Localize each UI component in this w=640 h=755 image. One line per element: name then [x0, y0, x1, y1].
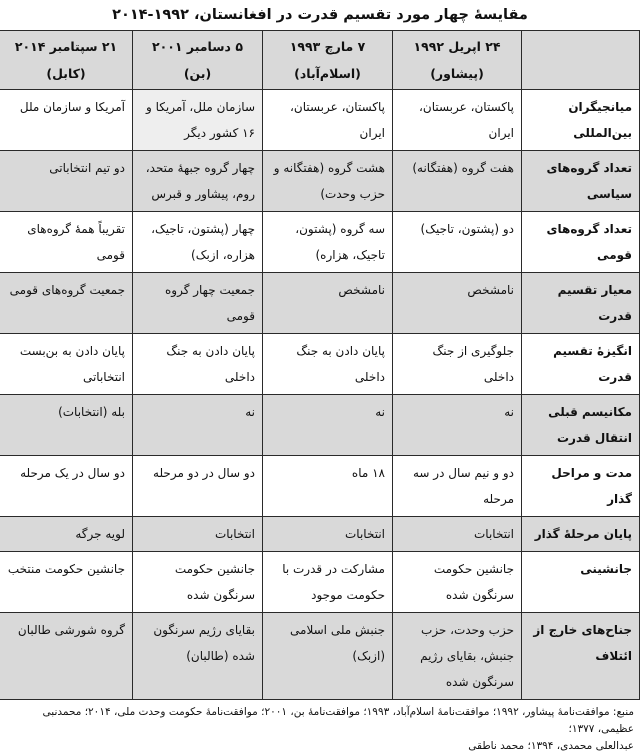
- table-cell: نامشخص: [393, 273, 522, 334]
- table-cell: چهار (پشتون، تاجیک، هزاره، ازبک): [133, 212, 263, 273]
- table-cell: جمعیت گروه‌های قومی: [0, 273, 133, 334]
- table-row: [0, 552, 640, 613]
- row-label: پایان مرحلۀ گذار: [522, 517, 640, 552]
- source-line: عبدالعلی محمدی، ۱۳۹۴؛ محمد ناطقی: [468, 740, 634, 752]
- table-cell: دو (پشتون، تاجیک): [393, 212, 522, 273]
- table-row: [0, 395, 640, 456]
- table-cell: چهار گروه جبهۀ متحد، روم، پیشاور و قبرس: [133, 151, 263, 212]
- source-note: [0, 700, 640, 755]
- column-header-peshawar: [393, 31, 522, 90]
- table-cell: دو تیم انتخاباتی: [0, 151, 133, 212]
- table-cell: هفت گروه (هفتگانه): [393, 151, 522, 212]
- comparison-table: [0, 30, 640, 700]
- table-cell: حزب وحدت، حزب جنبش، بقایای رژیم سرنگون شده: [393, 613, 522, 700]
- table-cell: پاکستان، عربستان، ایران: [393, 90, 522, 151]
- column-header-islamabad: [263, 31, 393, 90]
- column-place: (پیشاور): [430, 66, 484, 81]
- table-cell: انتخابات: [393, 517, 522, 552]
- row-label: تعداد گروه‌های سیاسی: [522, 151, 640, 212]
- table-cell: پاکستان، عربستان، ایران: [263, 90, 393, 151]
- column-header-bonn: [133, 31, 263, 90]
- table-cell: نه: [133, 395, 263, 456]
- table-cell: دو و نیم سال در سه مرحله: [393, 456, 522, 517]
- table-cell: ۱۸ ماه: [263, 456, 393, 517]
- corner-cell: [522, 31, 640, 90]
- table-cell: جانشین حکومت منتخب: [0, 552, 133, 613]
- table-cell: جانشین حکومت سرنگون شده: [133, 552, 263, 613]
- table-title: مقایسۀ چهار مورد تقسیم قدرت در افغانستان، ۱۹۹۲-۲۰۱۴: [112, 7, 528, 23]
- table-cell: جمعیت چهار گروه قومی: [133, 273, 263, 334]
- row-label: جانشینی: [522, 552, 640, 613]
- source-line: منبع: موافقت‌نامۀ پیشاور، ۱۹۹۲؛ موافقت‌نامۀ اسلام‌آباد، ۱۹۹۳؛ موافقت‌نامۀ بن، ۲۰۰۱؛ موافقت‌نامۀ حکومت وحدت ملی، ۲۰۱۴؛ محمدنبی عظیمی، ۱۳۷۷؛: [42, 706, 634, 735]
- table-cell: نه: [263, 395, 393, 456]
- table-row: [0, 273, 640, 334]
- table-row: [0, 517, 640, 552]
- table-cell: انتخابات: [133, 517, 263, 552]
- column-date: ۲۱ سپتامبر ۲۰۱۴: [14, 39, 118, 54]
- table-row: [0, 90, 640, 151]
- row-label: تعداد گروه‌های قومی: [522, 212, 640, 273]
- row-label: جناح‌های خارج از ائتلاف: [522, 613, 640, 700]
- table-row: [0, 212, 640, 273]
- table-cell: انتخابات: [263, 517, 393, 552]
- table-cell: بقایای رژیم سرنگون شده (طالبان): [133, 613, 263, 700]
- row-label: میانجیگران بین‌المللی: [522, 90, 640, 151]
- column-date: ۷ مارچ ۱۹۹۳: [289, 39, 366, 54]
- column-date: ۲۴ اپریل ۱۹۹۲: [413, 39, 501, 54]
- column-header-row: [0, 31, 640, 90]
- table-cell: نامشخص: [263, 273, 393, 334]
- table-row: [0, 334, 640, 395]
- column-date: ۵ دسامبر ۲۰۰۱: [152, 39, 243, 54]
- table-cell: سازمان ملل، آمریکا و ۱۶ کشور دیگر: [133, 90, 263, 151]
- table-row: [0, 456, 640, 517]
- table-cell: هشت گروه (هفتگانه و حزب وحدت): [263, 151, 393, 212]
- table-cell: گروه شورشی طالبان: [0, 613, 133, 700]
- table-row: [0, 151, 640, 212]
- column-place: (کابل): [46, 66, 86, 81]
- column-place: (بن): [183, 66, 212, 81]
- row-label: معیار تقسیم قدرت: [522, 273, 640, 334]
- table-row: [0, 613, 640, 700]
- table-cell: پایان دادن به جنگ داخلی: [263, 334, 393, 395]
- row-label: مکانیسم قبلی انتقال قدرت: [522, 395, 640, 456]
- table-cell: جلوگیری از جنگ داخلی: [393, 334, 522, 395]
- table-cell: پایان دادن به جنگ داخلی: [133, 334, 263, 395]
- table-cell: مشارکت در قدرت با حکومت موجود: [263, 552, 393, 613]
- table-cell: نه: [393, 395, 522, 456]
- table-cell: سه گروه (پشتون، تاجیک، هزاره): [263, 212, 393, 273]
- table-cell: لویه جرگه: [0, 517, 133, 552]
- column-header-kabul: [0, 31, 133, 90]
- table-cell: جانشین حکومت سرنگون شده: [393, 552, 522, 613]
- column-place: (اسلام‌آباد): [294, 66, 361, 81]
- table-cell: پایان دادن به بن‌بست انتخاباتی: [0, 334, 133, 395]
- table-cell: بله (انتخابات): [0, 395, 133, 456]
- row-label: انگیزۀ تقسیم قدرت: [522, 334, 640, 395]
- table-cell: آمریکا و سازمان ملل: [0, 90, 133, 151]
- table-cell: دو سال در یک مرحله: [0, 456, 133, 517]
- table-cell: دو سال در دو مرحله: [133, 456, 263, 517]
- row-label: مدت و مراحل گذار: [522, 456, 640, 517]
- table-cell: جنبش ملی اسلامی (ازبک): [263, 613, 393, 700]
- table-cell: تقریباً همۀ گروه‌های قومی: [0, 212, 133, 273]
